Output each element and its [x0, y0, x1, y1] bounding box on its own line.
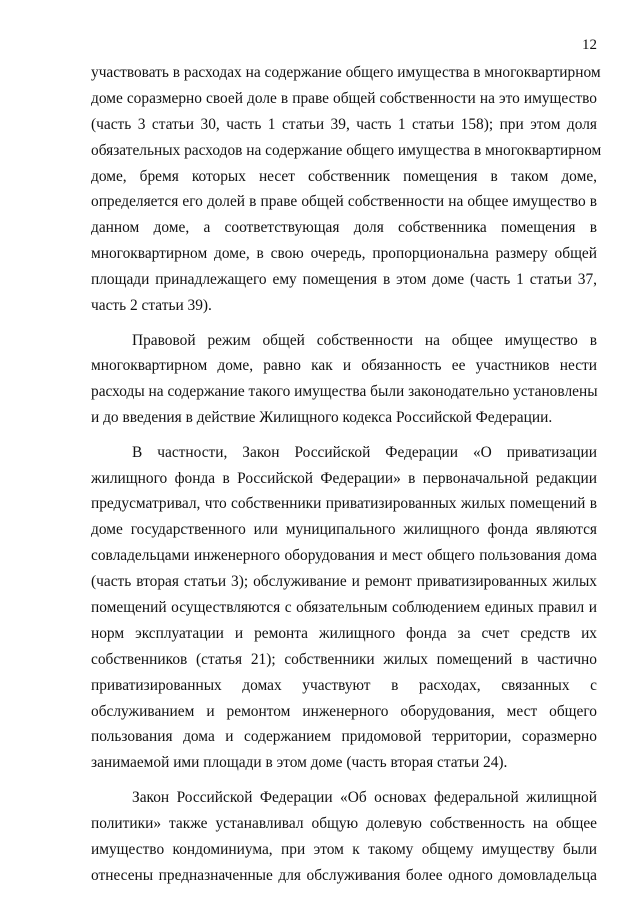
text-line: обязательных расходов на содержание общего имущества в многоквартирном — [91, 141, 602, 159]
paragraph — [91, 328, 597, 432]
text-line: норм эксплуатации и ремонта жилищного фонда за счет средств их — [91, 624, 597, 642]
paragraph — [91, 440, 597, 777]
text-line: совладельцами инженерного оборудования и мест общего пользования дома — [91, 547, 597, 565]
text-line: имущество кондоминиума, при этом к такому общему имуществу были — [91, 840, 597, 858]
text-line: доме соразмерно своей доле в праве общей собственности на это имущество — [91, 89, 597, 107]
text-line: часть 2 статьи 39). — [91, 297, 212, 315]
text-line: Правовой режим общей собственности на общее имущество в — [132, 331, 597, 349]
text-line: жилищного фонда в Российской Федерации» в первоначальной редакции — [91, 469, 597, 487]
text-line: данном доме, а соответствующая доля собственника помещения в — [91, 219, 597, 237]
text-line: политики» также устанавливал общую долевую собственность на общее — [91, 814, 597, 832]
text-line: обслуживанием и ремонтом инженерного оборудования, мест общего — [91, 702, 597, 720]
text-line: помещений осуществляются с обязательным соблюдением единых правил и — [91, 599, 597, 616]
text-line: занимаемой ими площади в этом доме (часть вторая статьи 24). — [91, 754, 508, 772]
text-line: участвовать в расходах на содержание общего имущества в многоквартирном — [91, 64, 601, 81]
paragraph — [91, 785, 597, 889]
paragraph-gap — [91, 431, 597, 440]
text-line: отнесены предназначенные для обслуживания более одного домовладельца — [91, 866, 597, 884]
page-number: 12 — [582, 37, 597, 53]
text-line: приватизированных домах участвуют в расходах, связанных с — [91, 676, 597, 694]
text-line: доме, бремя которых несет собственник помещения в таком доме, — [91, 167, 597, 185]
text-line: (часть вторая статьи 3); обслуживание и ремонт приватизированных жилых — [91, 573, 597, 591]
document-body — [91, 60, 602, 888]
paragraph — [91, 60, 602, 319]
text-line: площади принадлежащего ему помещения в этом доме (часть 1 статьи 37, — [91, 271, 597, 289]
text-line: расходы на содержание такого имущества были законодательно установлены — [91, 383, 598, 401]
text-line: пользования дома и содержанием придомовой территории, соразмерно — [91, 728, 597, 746]
text-line: доме государственного или муниципального жилищного фонда являются — [91, 521, 597, 539]
text-line: многоквартирном доме, равно как и обязанность ее участников нести — [91, 357, 597, 375]
text-line: определяется его долей в праве общей собственности на общее имущество в — [91, 193, 597, 211]
text-line: В частности, Закон Российской Федерации «О приватизации — [132, 443, 597, 461]
text-line: предусматривал, что собственники приватизированных жилых помещений в — [91, 495, 597, 513]
paragraph-gap — [91, 319, 597, 328]
paragraph-gap — [91, 776, 597, 785]
text-line: собственников (статья 21); собственники жилых помещений в частично — [91, 650, 597, 668]
text-line: (часть 3 статьи 30, часть 1 статьи 39, часть 1 статьи 158); при этом доля — [91, 115, 597, 133]
text-line: Закон Российской Федерации «Об основах федеральной жилищной — [132, 788, 597, 806]
text-line: многоквартирном доме, в свою очередь, пропорциональна размеру общей — [91, 245, 597, 263]
text-line: и до введения в действие Жилищного кодекса Российской Федерации. — [91, 409, 553, 427]
